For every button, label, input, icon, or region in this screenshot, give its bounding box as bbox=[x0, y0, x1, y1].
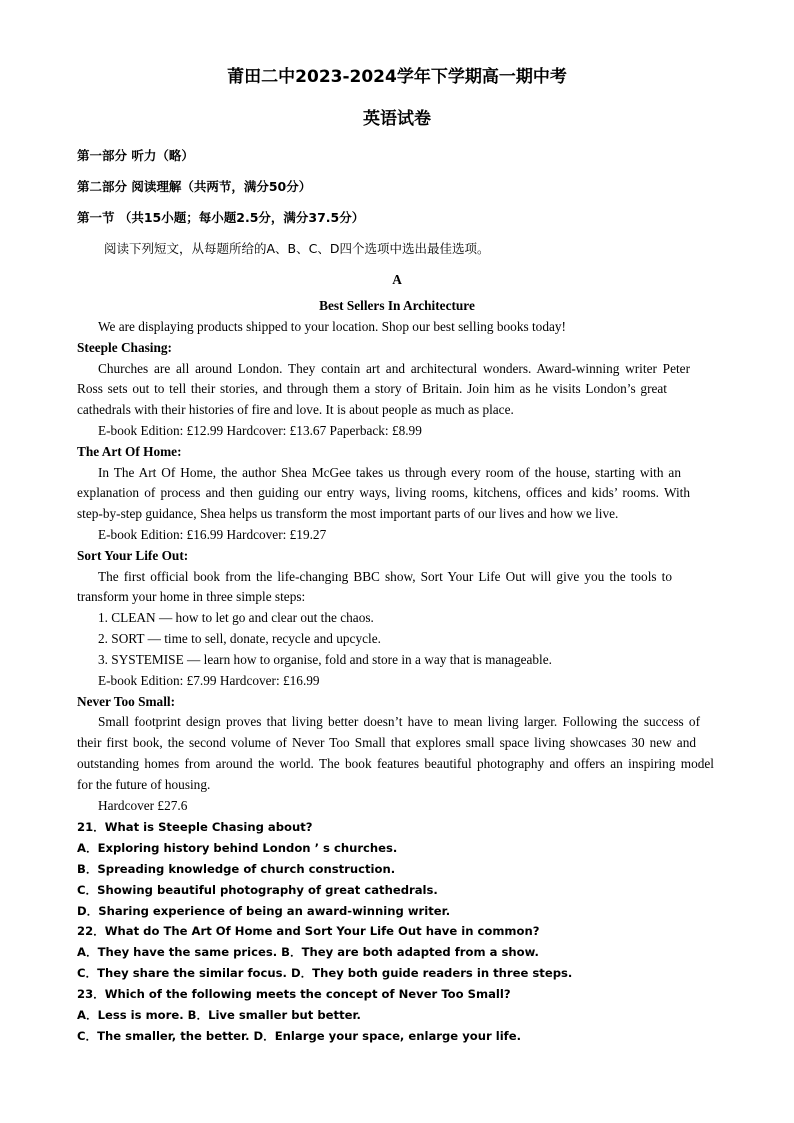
book-title: Sort Your Life Out: bbox=[77, 548, 189, 563]
exam-title: 莆田二中2023-2024学年下学期高一期中考 bbox=[227, 67, 567, 87]
question-option: A．They have the same prices. B．They are both adapted from a show. bbox=[77, 945, 539, 959]
part-one-heading: 第一部分 听力（略） bbox=[77, 148, 194, 163]
book-price: E-book Edition: £16.99 Hardcover: £19.27 bbox=[98, 527, 327, 542]
exam-subtitle: 英语试卷 bbox=[363, 109, 431, 129]
book-description-line: The first official book from the life-changing BBC show, Sort Your Life Out will give you the tools to bbox=[98, 569, 672, 584]
book-description-line: Churches are all around London. They contain art and architectural wonders. Award-winning writer Peter bbox=[98, 361, 690, 376]
question-stem: 23．Which of the following meets the concept of Never Too Small? bbox=[77, 987, 511, 1001]
passage-heading: Best Sellers In Architecture bbox=[319, 298, 475, 313]
book-price: E-book Edition: £7.99 Hardcover: £16.99 bbox=[98, 673, 320, 688]
question-option: B．Spreading knowledge of church construction. bbox=[77, 862, 396, 876]
book-description-line: transform your home in three simple steps: bbox=[77, 589, 306, 604]
book-title: Never Too Small: bbox=[77, 694, 176, 709]
book-description-line: Ross sets out to tell their stories, and through them a story of Britain. Join him as he visits London’s great bbox=[77, 381, 667, 396]
instruction-text: 阅读下列短文，从每题所给的A、B、C、D四个选项中选出最佳选项。 bbox=[104, 241, 490, 256]
book-step: 2. SORT — time to sell, donate, recycle and upcycle. bbox=[98, 631, 381, 646]
book-description-line: their first book, the second volume of Never Too Small that explores small space living showcases 30 new and bbox=[77, 735, 696, 750]
part-two-heading: 第二部分 阅读理解（共两节，满分50分） bbox=[77, 179, 312, 194]
book-description-line: for the future of housing. bbox=[77, 777, 211, 792]
question-stem: 21．What is Steeple Chasing about? bbox=[77, 820, 313, 834]
book-description-line: In The Art Of Home, the author Shea McGee takes us through every room of the house, starting with an bbox=[98, 465, 681, 480]
question-stem: 22．What do The Art Of Home and Sort Your Life Out have in common? bbox=[77, 924, 540, 938]
question-option: A．Exploring history behind London ’ s churches. bbox=[77, 841, 398, 855]
book-description-line: outstanding homes from around the world. The book features beautiful photography and offers an inspiring model bbox=[77, 756, 714, 771]
question-option: D．Sharing experience of being an award-winning writer. bbox=[77, 904, 451, 918]
book-price: E-book Edition: £12.99 Hardcover: £13.67 Paperback: £8.99 bbox=[98, 423, 422, 438]
book-price: Hardcover £27.6 bbox=[98, 798, 188, 813]
book-description-line: explanation of process and then guiding our entry ways, living rooms, kitchens, offices and kids’ rooms. With bbox=[77, 485, 690, 500]
book-description-line: Small footprint design proves that living better doesn’t have to mean living larger. Following the success of bbox=[98, 714, 700, 729]
question-option: C．They share the similar focus. D．They both guide readers in three steps. bbox=[77, 966, 573, 980]
book-title: The Art Of Home: bbox=[77, 444, 182, 459]
book-description-line: cathedrals with their histories of fire and love. It is about people as much as place. bbox=[77, 402, 514, 417]
book-description-line: step-by-step guidance, Shea helps us transform the most important parts of our lives and how we live. bbox=[77, 506, 619, 521]
question-option: C．The smaller, the better. D．Enlarge your space, enlarge your life. bbox=[77, 1029, 521, 1043]
book-step: 1. CLEAN — how to let go and clear out the chaos. bbox=[98, 610, 374, 625]
question-option: A．Less is more. B．Live smaller but better. bbox=[77, 1008, 361, 1022]
question-option: C．Showing beautiful photography of great cathedrals. bbox=[77, 883, 438, 897]
passage-intro: We are displaying products shipped to your location. Shop our best selling books today! bbox=[98, 319, 566, 334]
passage-letter: A bbox=[392, 272, 402, 287]
book-step: 3. SYSTEMISE — learn how to organise, fold and store in a way that is manageable. bbox=[98, 652, 552, 667]
section-one-heading: 第一节 （共15小题；每小题2.5分，满分37.5分） bbox=[77, 210, 365, 225]
book-title: Steeple Chasing: bbox=[77, 340, 172, 355]
